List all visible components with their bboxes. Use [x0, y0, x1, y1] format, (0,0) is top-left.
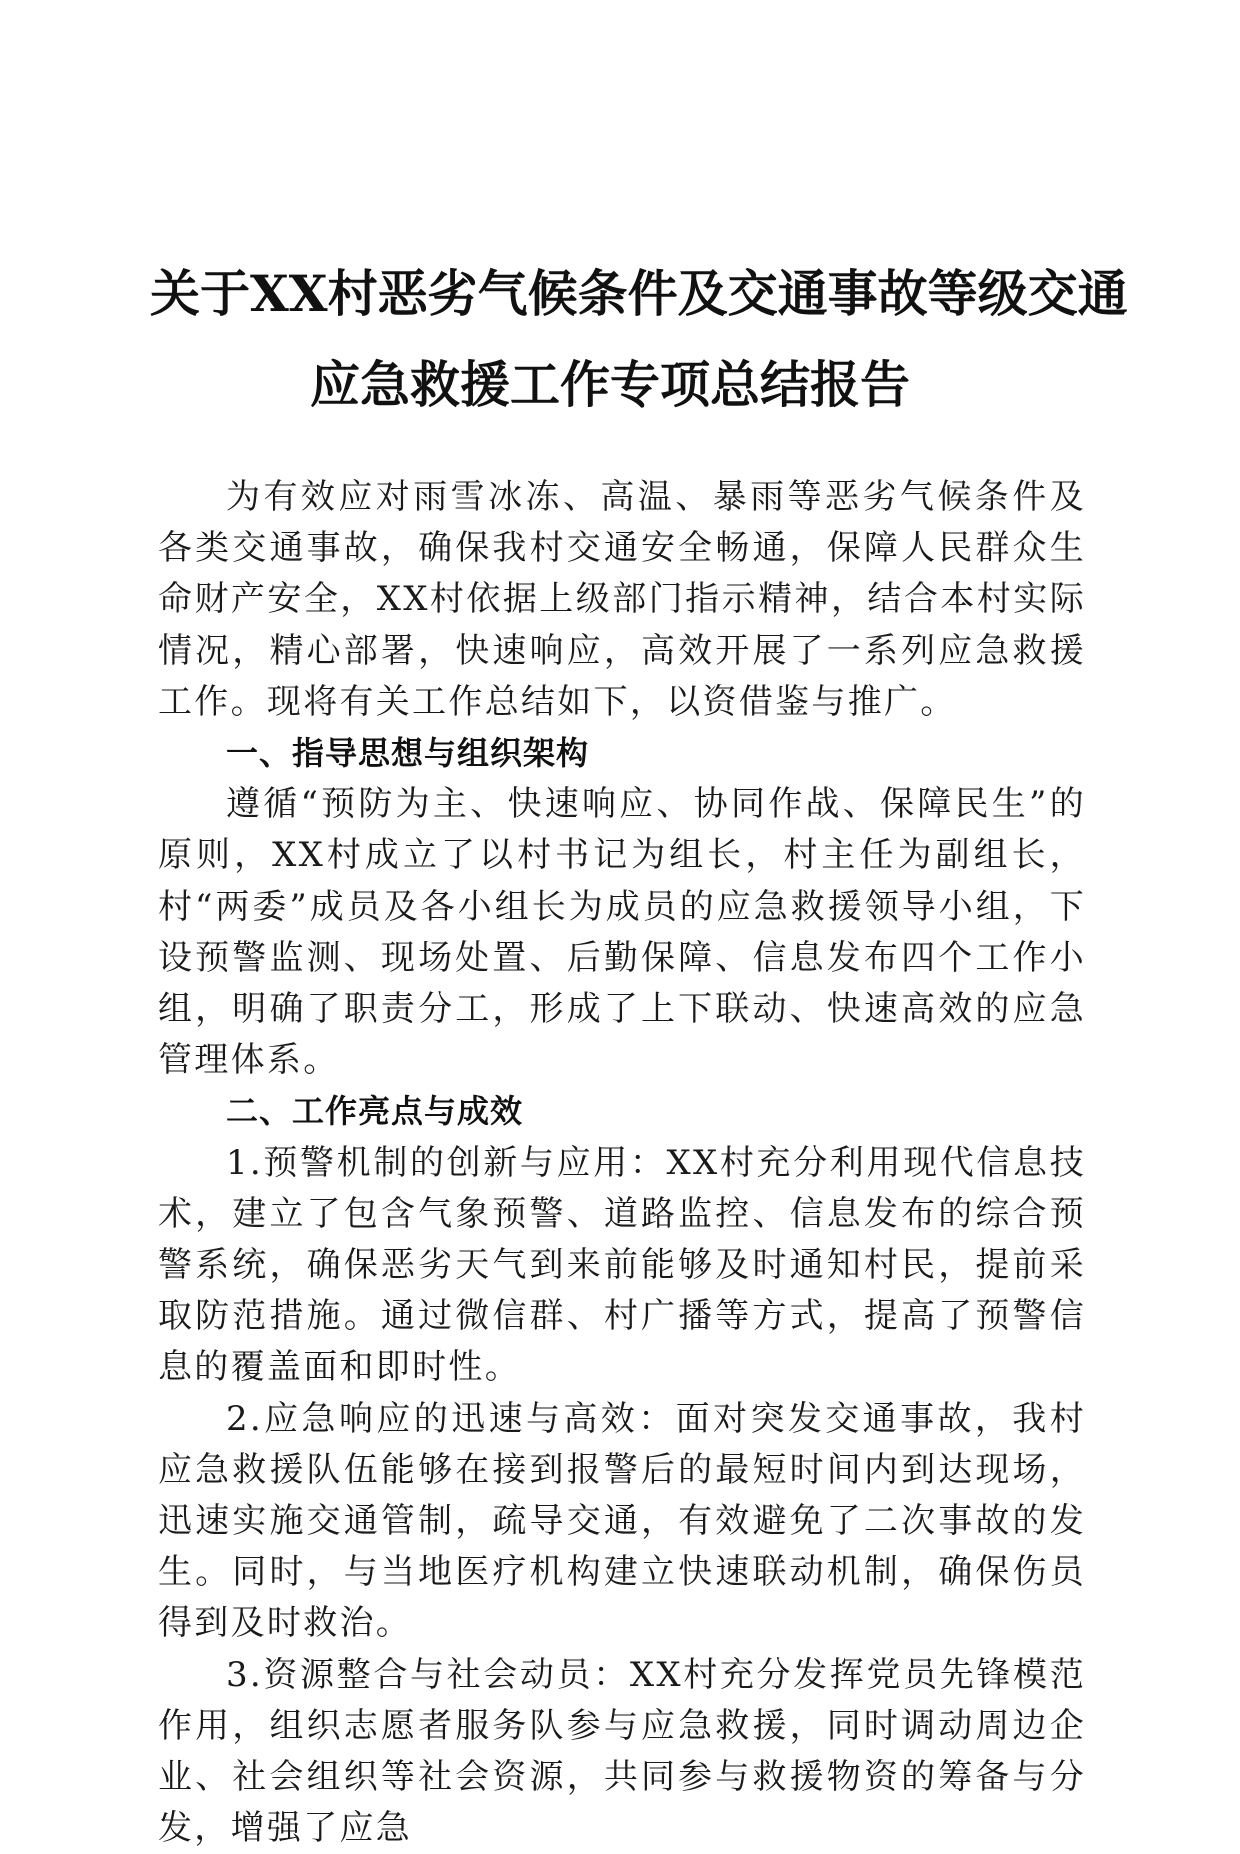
section-2-heading: 二、工作亮点与成效	[226, 1092, 524, 1131]
document-title-line-2: 应急救援工作专项总结报告	[310, 355, 910, 414]
document-title-line-1: 关于XX村恶劣气候条件及交通事故等级交通	[150, 264, 1128, 323]
document-body	[158, 472, 1086, 1854]
section-2-item-3: 3.资源整合与社会动员：XX村充分发挥党员先锋模范作用，组织志愿者服务队参与应急救援，同时调动周边企业、社会组织等社会资源，共同参与救援物资的筹备与分发，增强了应急	[158, 1654, 1086, 1849]
document-title	[150, 248, 1128, 430]
section-1-heading: 一、指导思想与组织架构	[226, 734, 590, 773]
intro-paragraph: 为有效应对雨雪冰冻、高温、暴雨等恶劣气候条件及各类交通事故，确保我村交通安全畅通，保障人民群众生命财产安全，XX村依据上级部门指示精神，结合本村实际情况，精心部署，快速响应，高效开展了一系列应急救援工作。现将有关工作总结如下，以资借鉴与推广。	[158, 477, 1086, 722]
section-1-paragraph: 遵循“预防为主、快速响应、协同作战、保障民生”的原则，XX村成立了以村书记为组长，村主任为副组长，村“两委”成员及各小组长为成员的应急救援领导小组，下设预警监测、现场处置、后勤保障、信息发布四个工作小组，明确了职责分工，形成了上下联动、快速高效的应急管理体系。	[158, 784, 1086, 1081]
section-2-item-2: 2.应急响应的迅速与高效：面对突发交通事故，我村应急救援队伍能够在接到报警后的最短时间内到达现场，迅速实施交通管制，疏导交通，有效避免了二次事故的发生。同时，与当地医疗机构建立快速联动机制，确保伤员得到及时救治。	[158, 1398, 1086, 1644]
section-2-item-1: 1.预警机制的创新与应用：XX村充分利用现代信息技术，建立了包含气象预警、道路监控、信息发布的综合预警系统，确保恶劣天气到来前能够及时通知村民，提前采取防范措施。通过微信群、村广播等方式，提高了预警信息的覆盖面和即时性。	[158, 1142, 1086, 1388]
